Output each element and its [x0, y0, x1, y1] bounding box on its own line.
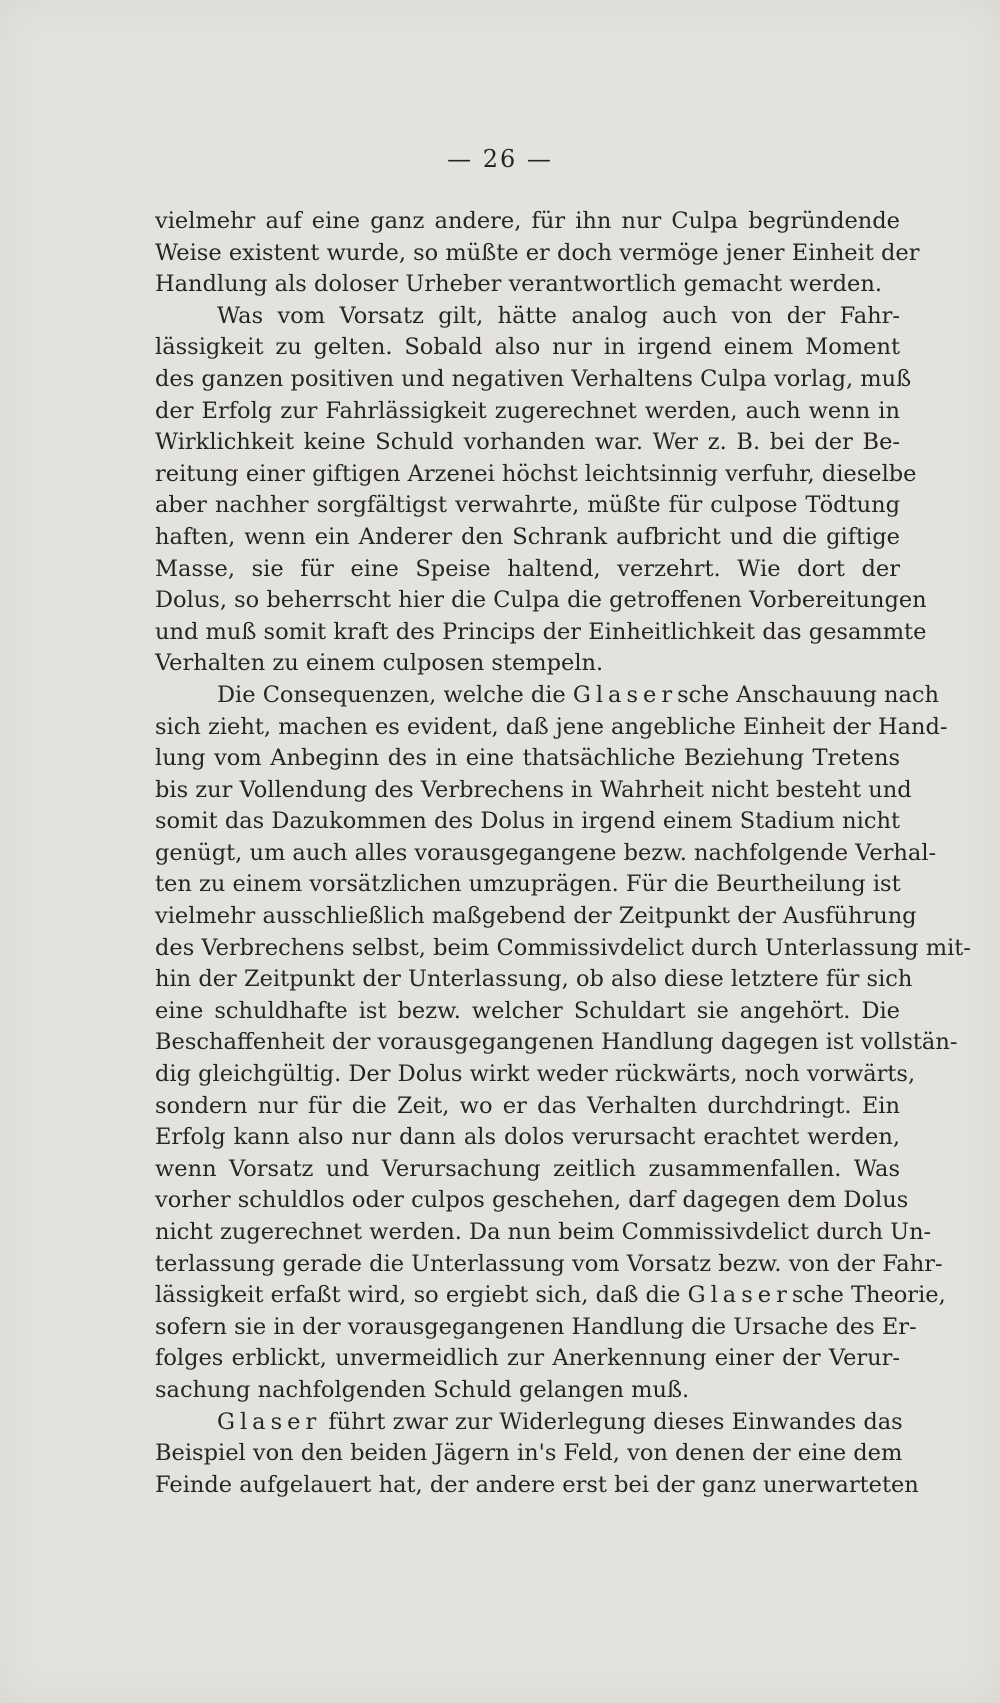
line-text: Wirklichkeit keine Schuld vorhanden war. Wer z. B. bei der Be- — [155, 429, 900, 456]
line-text-after: führt zwar zur Widerlegung dieses Einwandes das — [328, 1408, 903, 1435]
line-text: Dolus, so beherrscht hier die Culpa die getroffenen Vorbereitungen — [155, 587, 927, 614]
line-text-after: sche Theorie, — [791, 1282, 946, 1309]
line-text: lässigkeit erfaßt wird, so ergiebt sich, daß die — [155, 1282, 681, 1309]
text-line — [155, 712, 948, 744]
text-line — [155, 1280, 946, 1312]
text-line — [155, 1407, 903, 1439]
line-text: lung vom Anbeginn des in eine thatsächliche Beziehung Tretens — [155, 745, 900, 772]
text-line — [155, 427, 900, 459]
text-line — [155, 1154, 900, 1186]
line-text: dig gleichgültig. Der Dolus wirkt weder rückwärts, noch vorwärts, — [155, 1061, 916, 1088]
spaced-author-name: Glaser — [687, 1282, 792, 1309]
page-number: — 26 — — [447, 145, 553, 173]
line-text: Handlung als doloser Urheber verantwortlich gemacht werden. — [155, 271, 882, 298]
text-line — [155, 332, 900, 364]
line-text: hin der Zeitpunkt der Unterlassung, ob also diese letztere für sich — [155, 966, 913, 993]
text-line — [155, 1375, 900, 1407]
text-line — [155, 522, 900, 554]
line-text: ten zu einem vorsätzlichen umzuprägen. Für die Beurtheilung ist — [155, 871, 901, 898]
text-line — [155, 933, 971, 965]
spaced-author-name: Glaser — [572, 681, 678, 708]
line-text: Masse, sie für eine Speise haltend, verzehrt. Wie dort der — [155, 555, 900, 582]
line-text: Was vom Vorsatz gilt, hätte analog auch von der Fahr- — [217, 302, 900, 329]
line-text: Die Consequenzen, welche die — [217, 681, 566, 708]
text-line — [155, 1091, 900, 1123]
text-line — [155, 901, 917, 933]
line-text: sich zieht, machen es evident, daß jene angebliche Einheit der Hand- — [155, 713, 948, 740]
body-text — [155, 206, 971, 1501]
line-text: der Erfolg zur Fahrlässigkeit zugerechnet werden, auch wenn in — [155, 397, 900, 424]
line-text: aber nachher sorgfältigst verwahrte, müßte für culpose Tödtung — [155, 492, 900, 519]
line-text: genügt, um auch alles vorausgegangene bezw. nachfolgende Verhal- — [155, 839, 937, 866]
text-line — [155, 1343, 900, 1375]
line-text: somit das Dazukommen des Dolus in irgend einem Stadium nicht — [155, 808, 900, 835]
text-line — [155, 775, 912, 807]
line-text: Erfolg kann also nur dann als dolos verursacht erachtet werden, — [155, 1124, 900, 1151]
line-text: Beispiel von den beiden Jägern in's Feld, von denen der eine dem — [155, 1440, 903, 1467]
line-text: Feinde aufgelauert hat, der andere erst bei der ganz unerwarteten — [155, 1471, 919, 1498]
text-line — [155, 1470, 919, 1502]
text-line — [155, 806, 900, 838]
text-line — [155, 996, 900, 1028]
text-line — [155, 554, 900, 586]
text-line — [155, 680, 940, 712]
line-text: Verhalten zu einem culposen stempeln. — [155, 650, 604, 677]
line-text: und muß somit kraft des Princips der Einheitlichkeit das gesammte — [155, 618, 927, 645]
line-text: sondern nur für die Zeit, wo er das Verhalten durchdringt. Ein — [155, 1092, 900, 1119]
text-line — [155, 301, 900, 333]
line-text: wenn Vorsatz und Verursachung zeitlich zusammenfallen. Was — [155, 1155, 900, 1182]
text-line — [155, 1122, 900, 1154]
line-text: vielmehr ausschließlich maßgebend der Zeitpunkt der Ausführung — [155, 903, 917, 930]
text-line — [155, 1438, 903, 1470]
line-text: des ganzen positiven und negativen Verhaltens Culpa vorlag, muß — [155, 365, 912, 392]
text-line — [155, 364, 912, 396]
text-line — [155, 585, 927, 617]
text-line — [155, 238, 920, 270]
text-line — [155, 1059, 916, 1091]
line-text: haften, wenn ein Anderer den Schrank aufbricht und die giftige — [155, 523, 900, 550]
line-text: reitung einer giftigen Arzenei höchst leichtsinnig verfuhr, dieselbe — [155, 460, 917, 487]
line-text: lässigkeit zu gelten. Sobald also nur in irgend einem Moment — [155, 334, 900, 361]
text-line — [155, 964, 913, 996]
text-line — [155, 206, 900, 238]
text-line — [155, 1027, 958, 1059]
text-line — [155, 1217, 932, 1249]
line-text: folges erblickt, unvermeidlich zur Anerkennung einer der Verur- — [155, 1345, 900, 1372]
line-text: Weise existent wurde, so müßte er doch vermöge jener Einheit der — [155, 239, 920, 266]
line-text: vorher schuldlos oder culpos geschehen, darf dagegen dem Dolus — [155, 1187, 909, 1214]
text-line — [155, 396, 900, 428]
line-text: eine schuldhafte ist bezw. welcher Schuldart sie angehört. Die — [155, 997, 900, 1024]
line-text: des Verbrechens selbst, beim Commissivdelict durch Unterlassung mit- — [155, 934, 971, 961]
line-text: vielmehr auf eine ganz andere, für ihn nur Culpa begründende — [155, 208, 900, 234]
text-line — [155, 1312, 917, 1344]
text-line — [155, 617, 927, 649]
text-line — [155, 743, 900, 775]
line-text: terlassung gerade die Unterlassung vom Vorsatz bezw. von der Fahr- — [155, 1250, 943, 1277]
line-text: sachung nachfolgenden Schuld gelangen muß. — [155, 1376, 690, 1403]
text-line — [155, 269, 900, 301]
line-text: sofern sie in der vorausgegangenen Handlung die Ursache des Er- — [155, 1313, 917, 1340]
spaced-author-name: Glaser — [217, 1408, 322, 1435]
text-line — [155, 490, 900, 522]
text-line — [155, 1185, 909, 1217]
line-text-after: sche Anschauung nach — [677, 681, 940, 708]
line-text: Beschaffenheit der vorausgegangenen Handlung dagegen ist vollstän- — [155, 1029, 958, 1056]
text-line — [155, 838, 937, 870]
text-line — [155, 459, 917, 491]
text-line — [155, 869, 900, 901]
text-line — [155, 648, 900, 680]
text-line — [155, 1249, 943, 1281]
line-text: bis zur Vollendung des Verbrechens in Wahrheit nicht besteht und — [155, 776, 912, 803]
line-text: nicht zugerechnet werden. Da nun beim Commissivdelict durch Un- — [155, 1219, 932, 1245]
